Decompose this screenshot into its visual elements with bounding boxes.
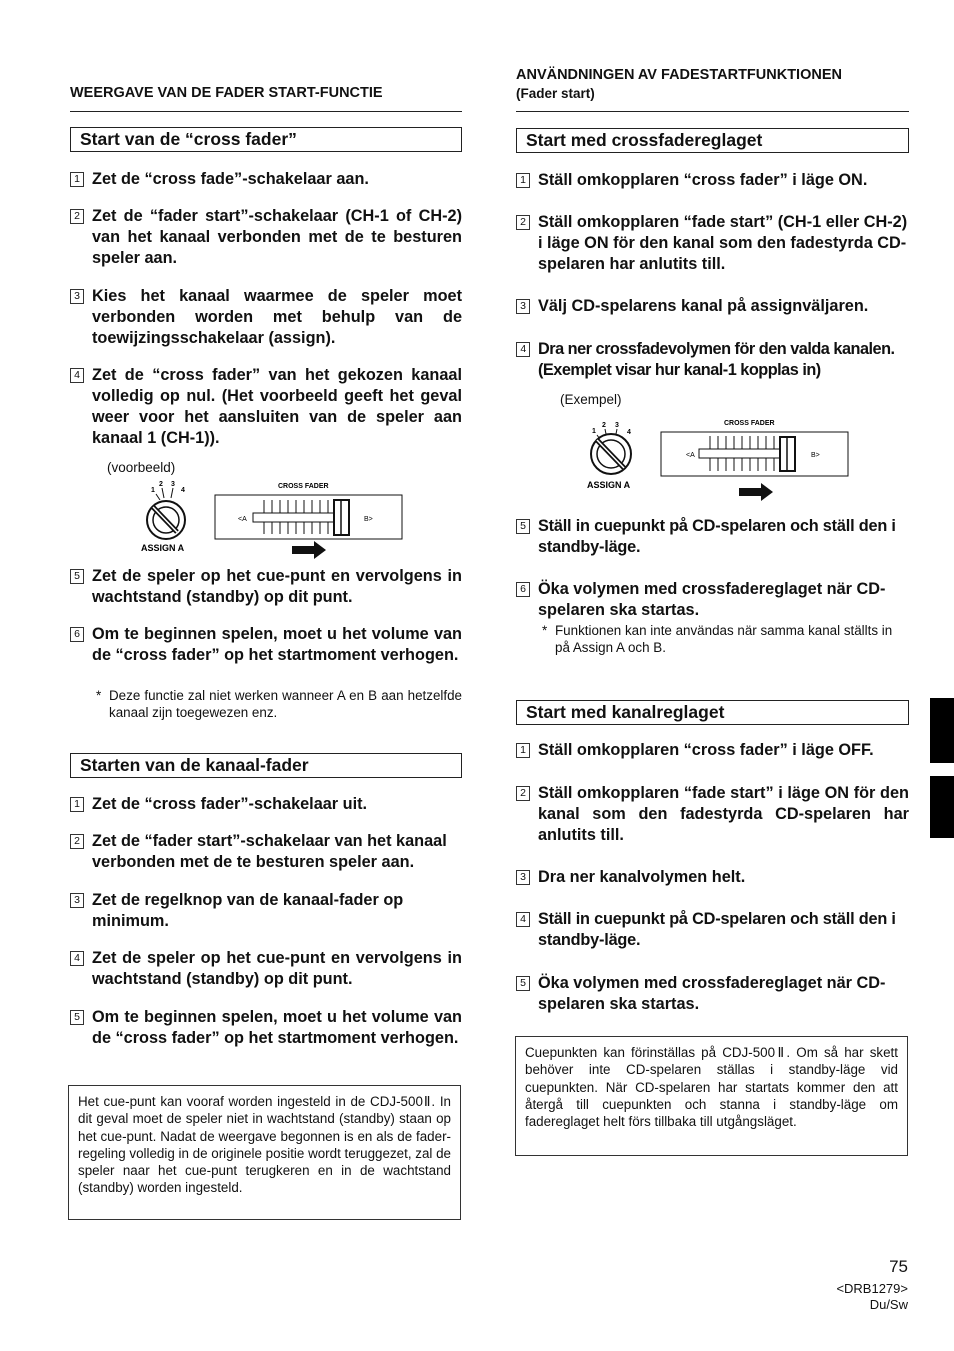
right-s1-step-3 bbox=[516, 296, 909, 317]
side-tab-marker-1 bbox=[930, 698, 954, 763]
fader-diagram bbox=[585, 415, 855, 505]
right-s2-step-4 bbox=[516, 909, 909, 951]
step-text: Ställ omkopplaren “cross fader” i läge ON. bbox=[538, 171, 868, 189]
step-number: 2 bbox=[70, 834, 84, 849]
arrow-right-icon bbox=[292, 541, 326, 559]
step-number: 4 bbox=[70, 368, 84, 383]
step-text: Ställ omkopplaren “fade start” (CH-1 eller CH-2) i läge ON för den kanal som den fadestyrda CD-spelaren har anlutits till. bbox=[538, 213, 908, 273]
language-code: Du/Sw bbox=[869, 1297, 908, 1312]
step-number: 2 bbox=[70, 209, 84, 224]
step-text: Zet de regelknop van de kanaal-fader op minimum. bbox=[92, 891, 404, 930]
side-tab-marker-2 bbox=[930, 776, 954, 838]
step-text: Dra ner crossfadevolymen för den valda kanalen. (Exemplet visar hur kanal-1 kopplas in) bbox=[538, 340, 895, 379]
left-s2-step-4 bbox=[70, 948, 462, 990]
right-section2-title: Start med kanalreglaget bbox=[516, 700, 909, 725]
knob-number-2: 2 bbox=[602, 422, 606, 429]
step-number: 2 bbox=[516, 786, 530, 801]
left-s1-step-1 bbox=[70, 169, 462, 190]
step-text: Zet de “cross fade”-schakelaar aan. bbox=[92, 170, 369, 188]
step-number: 1 bbox=[70, 797, 84, 812]
fader-b-label: B> bbox=[811, 452, 820, 459]
step-text: Zet de speler op het cue-punt en vervolgens in wachtstand (standby) op dit punt. bbox=[92, 949, 462, 988]
arrow-right-icon bbox=[739, 483, 773, 501]
step-text: Ställ in cuepunkt på CD-spelaren och ställ den i standby-läge. bbox=[538, 517, 896, 556]
step-text: Om te beginnen spelen, moet u het volume van de “cross fader” op het startmoment verhogen. bbox=[92, 625, 462, 664]
right-s1-step-1 bbox=[516, 170, 909, 191]
step-number: 4 bbox=[70, 951, 84, 966]
step-number: 5 bbox=[70, 1010, 84, 1025]
right-header: ANVÄNDNINGEN AV FADESTARTFUNKTIONEN bbox=[516, 67, 842, 83]
knob-number-4: 4 bbox=[181, 487, 185, 494]
step-number: 4 bbox=[516, 342, 530, 357]
left-example-label: (voorbeeld) bbox=[107, 460, 176, 475]
left-s1-step-6 bbox=[70, 624, 462, 666]
right-fader-figure bbox=[585, 415, 855, 505]
assign-knob bbox=[147, 488, 185, 539]
step-text: Zet de “cross fader”-schakelaar uit. bbox=[92, 795, 368, 813]
knob-number-1: 1 bbox=[151, 487, 155, 494]
fader-a-label: <A bbox=[686, 452, 695, 459]
left-header: WEERGAVE VAN DE FADER START-FUNCTIE bbox=[70, 85, 383, 101]
left-info-box: Het cue-punt kan vooraf worden ingesteld in de CDJ-500Ⅱ. In dit geval moet de speler niet in wachtstand (standby) staan op het cue-punt. Nadat de weergave begonnen is en als de fader-regeling volledig in de originele positie wordt teruggezet, zal de speler naar het cue-punt terugkeren en in de wachtstand (standby) worden ingesteld. bbox=[68, 1085, 461, 1220]
step-number: 4 bbox=[516, 912, 530, 927]
left-s2-step-1 bbox=[70, 794, 462, 815]
step-text: Zet de “fader start”-schakelaar van het kanaal verbonden met de te besturen speler aan. bbox=[92, 832, 447, 871]
step-number: 2 bbox=[516, 215, 530, 230]
right-s2-step-1 bbox=[516, 740, 909, 761]
step-text: Öka volymen med crossfadereglaget när CD-spelaren ska startas. bbox=[538, 580, 886, 619]
right-header-rule bbox=[516, 111, 909, 112]
step-number: 3 bbox=[70, 289, 84, 304]
note-text: Deze functie zal niet werken wanneer A en B aan hetzelfde kanaal zijn toegewezen enz. bbox=[109, 688, 462, 720]
step-text: Zet de “fader start”-schakelaar (CH-1 of CH-2) van het kanaal verbonden met de te besturen speler aan. bbox=[92, 207, 462, 267]
step-text: Ställ omkopplaren “fade start” i läge ON för den kanal som den fadestyrda CD-spelaren har anlutits till. bbox=[538, 784, 909, 844]
fader-a-label: <A bbox=[238, 516, 247, 523]
step-number: 1 bbox=[70, 172, 84, 187]
right-subheader: (Fader start) bbox=[516, 86, 595, 101]
page-number: 75 bbox=[889, 1257, 908, 1276]
step-text: Öka volymen med crossfadereglaget när CD-spelaren ska startas. bbox=[538, 974, 886, 1013]
left-note: * Deze functie zal niet werken wanneer A en B aan hetzelfde kanaal zijn toegewezen enz. bbox=[96, 688, 462, 720]
cross-fader-label: CROSS FADER bbox=[278, 483, 329, 490]
knob-number-2: 2 bbox=[159, 481, 163, 488]
left-s1-step-5 bbox=[70, 566, 462, 608]
right-s1-step-4 bbox=[516, 339, 909, 381]
step-text: Kies het kanaal waarmee de speler moet verbonden worden met behulp van de toewijzingsschakelaar (assign). bbox=[92, 287, 462, 347]
right-s2-step-5 bbox=[516, 973, 909, 1015]
doc-code: <DRB1279> bbox=[836, 1281, 908, 1296]
knob-number-1: 1 bbox=[592, 428, 596, 435]
fader-b-label: B> bbox=[364, 516, 373, 523]
left-section2-title: Starten van de kanaal-fader bbox=[70, 753, 462, 778]
step-number: 5 bbox=[516, 976, 530, 991]
knob-number-4: 4 bbox=[627, 429, 631, 436]
left-s2-step-2 bbox=[70, 831, 462, 873]
step-number: 1 bbox=[516, 743, 530, 758]
step-text: Dra ner kanalvolymen helt. bbox=[538, 868, 746, 886]
right-s2-step-2 bbox=[516, 783, 909, 846]
step-number: 3 bbox=[516, 299, 530, 314]
knob-number-3: 3 bbox=[615, 422, 619, 429]
step-text: Zet de speler op het cue-punt en vervolgens in wachtstand (standby) op dit punt. bbox=[92, 567, 462, 606]
right-s2-step-3 bbox=[516, 867, 909, 888]
step-text: Om te beginnen spelen, moet u het volume van de “cross fader” op het startmoment verhogen. bbox=[92, 1008, 462, 1047]
step-number: 6 bbox=[70, 627, 84, 642]
left-s1-step-3 bbox=[70, 286, 462, 349]
note-text: Funktionen kan inte användas när samma kanal ställts in på Assign A och B. bbox=[555, 623, 893, 655]
right-section1-title: Start med crossfadereglaget bbox=[516, 128, 909, 153]
step-text: Välj CD-spelarens kanal på assignväljaren. bbox=[538, 297, 869, 315]
fader-diagram bbox=[138, 478, 408, 563]
assign-knob bbox=[591, 429, 631, 474]
step-number: 6 bbox=[516, 582, 530, 597]
step-number: 5 bbox=[516, 519, 530, 534]
right-s1-step-5 bbox=[516, 516, 909, 558]
step-number: 1 bbox=[516, 173, 530, 188]
assign-a-label: ASSIGN A bbox=[141, 543, 185, 553]
left-s1-step-2 bbox=[70, 206, 462, 269]
left-header-rule bbox=[70, 111, 462, 112]
step-number: 3 bbox=[70, 893, 84, 908]
right-s1-step-6 bbox=[516, 579, 909, 621]
left-s2-step-3 bbox=[70, 890, 462, 932]
left-s2-step-5 bbox=[70, 1007, 462, 1049]
left-fader-figure bbox=[138, 478, 408, 563]
right-example-label: (Exempel) bbox=[560, 392, 622, 407]
step-number: 3 bbox=[516, 870, 530, 885]
step-number: 5 bbox=[70, 569, 84, 584]
cross-fader-label: CROSS FADER bbox=[724, 420, 775, 427]
fader-track bbox=[699, 449, 793, 458]
left-s1-step-4 bbox=[70, 365, 462, 449]
step-text: Zet de “cross fader” van het gekozen kanaal volledig op nul. (Het voorbeeld geeft het geval weer voor het aansluiten van de speler aan kanaal 1 (CH-1)). bbox=[92, 366, 462, 447]
fader-track bbox=[253, 513, 346, 522]
left-section1-title: Start van de “cross fader” bbox=[70, 127, 462, 152]
step-text: Ställ in cuepunkt på CD-spelaren och ställ den i standby-läge. bbox=[538, 910, 896, 949]
right-s1-step-2 bbox=[516, 212, 909, 275]
assign-a-label: ASSIGN A bbox=[587, 480, 631, 490]
right-info-box: Cuepunkten kan förinställas på CDJ-500Ⅱ. Om så har skett behöver inte CD-spelaren ställas i standby-läge vid cuepunkten. När CD-spelaren har startats kommer den att återgå till cuepunkten och stanna i standby-läge om fadereglaget helt förs tillbaka till utgångsläget. bbox=[515, 1036, 908, 1156]
step-text: Ställ omkopplaren “cross fader” i läge OFF. bbox=[538, 741, 874, 759]
right-note: * Funktionen kan inte användas när samma kanal ställts in på Assign A och B. bbox=[542, 623, 893, 655]
knob-number-3: 3 bbox=[171, 481, 175, 488]
